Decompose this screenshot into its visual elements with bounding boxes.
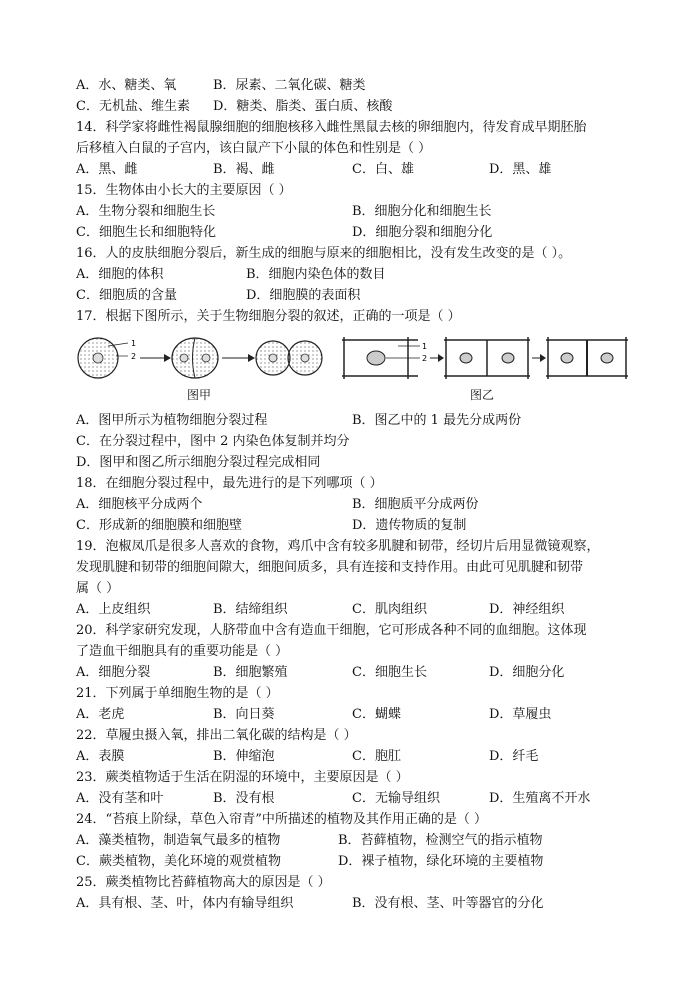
- q15-stem: 15．生物体由小长大的主要原因（ ）: [76, 183, 292, 198]
- q21-stem: 21．下列属于单细胞生物的是（ ）: [76, 686, 279, 701]
- q16-option-d: D．细胞膜的表面积: [246, 288, 361, 303]
- q20-option-c: C．细胞生长: [352, 665, 427, 680]
- q18-stem: 18．在细胞分裂过程中，最先进行的是下列哪项（ ）: [76, 476, 383, 491]
- q23-option-d: D．生殖离不开水: [489, 791, 591, 806]
- q17-option-d: D．图甲和图乙所示细胞分裂过程完成相同: [76, 455, 321, 470]
- q20-option-b: B．细胞繁殖: [213, 665, 288, 680]
- q24-option-d: D．裸子植物，绿化环境的主要植物: [338, 854, 544, 869]
- q23-option-b: B．没有根: [213, 791, 275, 806]
- q23-option-c: C．无输导组织: [352, 791, 440, 806]
- figure-a-animal-cell-division: [76, 334, 332, 382]
- q19-option-d: D．神经组织: [489, 602, 565, 617]
- q21-option-c: C．蝴蝶: [352, 707, 401, 722]
- q25-option-a: A．具有根、茎、叶，体内有输导组织: [76, 896, 294, 911]
- figure-b-cell-2: [444, 337, 530, 379]
- figure-a-arrow-1: [140, 354, 171, 362]
- q14-option-b: B．褐、雌: [213, 162, 275, 177]
- q14-stem-line1: 14．科学家将雌性褐鼠腺细胞的细胞核移入雌性黑鼠去核的卵细胞内，待发育成早期胚胎: [76, 120, 587, 135]
- q23-option-a: A．没有茎和叶: [76, 791, 164, 806]
- q17-option-c: C．在分裂过程中，图中 2 内染色体复制并均分: [76, 434, 350, 449]
- marker-2: 2: [422, 354, 428, 363]
- q23-stem: 23．蕨类植物适于生活在阴湿的环境中，主要原因是（ ）: [76, 770, 409, 785]
- figure-b-label: 图乙: [470, 388, 495, 402]
- q18-option-d: D．遗传物质的复制: [352, 518, 467, 533]
- figure-b-cell-3: [546, 337, 628, 379]
- q20-stem-line1: 20．科学家研究发现，人脐带血中含有造血干细胞，它可形成各种不同的血细胞。这体现: [76, 623, 587, 638]
- q14-option-d: D．黑、雄: [489, 162, 552, 177]
- figure-a-arrow-2: [222, 354, 255, 362]
- q24-option-a: A．藻类植物，制造氧气最多的植物: [76, 833, 281, 848]
- q15-option-c: C．细胞生长和细胞特化: [76, 225, 216, 240]
- q18-option-b: B．细胞质平分成两份: [352, 497, 479, 512]
- q24-option-b: B．苔藓植物，检测空气的指示植物: [338, 833, 543, 848]
- q14-stem-line2: 后移植入白鼠的子宫内，该白鼠产下小鼠的体色和性别是（ ）: [76, 141, 432, 156]
- figure-b-arrow-1: [430, 354, 444, 362]
- q13-option-d: D．糖类、脂类、蛋白质、核酸: [213, 99, 393, 114]
- q22-option-a: A．表膜: [76, 749, 125, 764]
- q18-option-c: C．形成新的细胞膜和细胞壁: [76, 518, 242, 533]
- q21-option-a: A．老虎: [76, 707, 125, 722]
- q24-stem: 24．“苔痕上阶绿，草色入帘青”中所描述的植物及其作用正确的是（ ）: [76, 812, 487, 827]
- figure-a-label: 图甲: [187, 388, 212, 402]
- q17-stem: 17．根据下图所示，关于生物细胞分裂的叙述，正确的一项是（ ）: [76, 309, 461, 324]
- q17-option-b: B．图乙中的 1 最先分成两份: [352, 413, 522, 428]
- q20-option-d: D．细胞分化: [489, 665, 565, 680]
- q15-option-b: B．细胞分化和细胞生长: [352, 204, 492, 219]
- q22-stem: 22．草履虫摄入氧，排出二氧化碳的结构是（ ）: [76, 728, 357, 743]
- q25-option-b: B．没有根、茎、叶等器官的分化: [352, 896, 544, 911]
- q24-option-c: C．蕨类植物，美化环境的观赏植物: [76, 854, 281, 869]
- q16-option-c: C．细胞质的含量: [76, 288, 177, 303]
- marker-1: 1: [422, 342, 428, 351]
- q14-option-c: C．白、雄: [352, 162, 414, 177]
- q13-option-a: A．水、糖类、氧: [76, 78, 177, 93]
- q16-option-b: B．细胞内染色体的数目: [246, 267, 386, 282]
- q19-option-b: B．结缔组织: [213, 602, 288, 617]
- q21-option-b: B．向日葵: [213, 707, 275, 722]
- q19-stem-line3: 属（ ）: [76, 581, 120, 596]
- q16-stem: 16．人的皮肤细胞分裂后，新生成的细胞与原来的细胞相比，没有发生改变的是（ ）。: [76, 246, 572, 261]
- q13-option-c: C．无机盐、维生素: [76, 99, 190, 114]
- q19-option-a: A．上皮组织: [76, 602, 151, 617]
- q22-option-b: B．伸缩泡: [213, 749, 275, 764]
- q21-option-d: D．草履虫: [489, 707, 552, 722]
- q18-option-a: A．细胞核平分成两个: [76, 497, 203, 512]
- figure-b-cell-1: [342, 337, 420, 379]
- figure-a-cell-1: [78, 338, 128, 378]
- q19-option-c: C．肌肉组织: [352, 602, 427, 617]
- q17-option-a: A．图甲所示为植物细胞分裂过程: [76, 413, 268, 428]
- figure-a-cell-3: [256, 341, 322, 375]
- marker-2: 2: [131, 352, 137, 361]
- figure-b-arrow-2: [532, 354, 546, 362]
- figure-b-plant-cell-division: [340, 334, 630, 382]
- figure-a-cell-2: [172, 338, 218, 378]
- q19-stem-line1: 19．泡椒凤爪是很多人喜欢的食物，鸡爪中含有较多肌腱和韧带，经切片后用显微镜观察，: [76, 539, 600, 554]
- q19-stem-line2: 发现肌腱和韧带的细胞间隙大，细胞间质多，具有连接和支持作用。由此可见肌腱和韧带: [76, 560, 584, 575]
- q16-option-a: A．细胞的体积: [76, 267, 164, 282]
- q22-option-c: C．胞肛: [352, 749, 401, 764]
- q13-option-b: B．尿素、二氧化碳、糖类: [213, 78, 366, 93]
- q15-option-d: D．细胞分裂和细胞分化: [352, 225, 493, 240]
- q22-option-d: D．纤毛: [489, 749, 539, 764]
- q15-option-a: A．生物分裂和细胞生长: [76, 204, 216, 219]
- q14-option-a: A．黑、雌: [76, 162, 138, 177]
- q25-stem: 25．蕨类植物比苔藓植物高大的原因是（ ）: [76, 875, 331, 890]
- marker-1: 1: [131, 339, 137, 348]
- q20-stem-line2: 了造血干细胞具有的重要功能是（ ）: [76, 644, 289, 659]
- q20-option-a: A．细胞分裂: [76, 665, 151, 680]
